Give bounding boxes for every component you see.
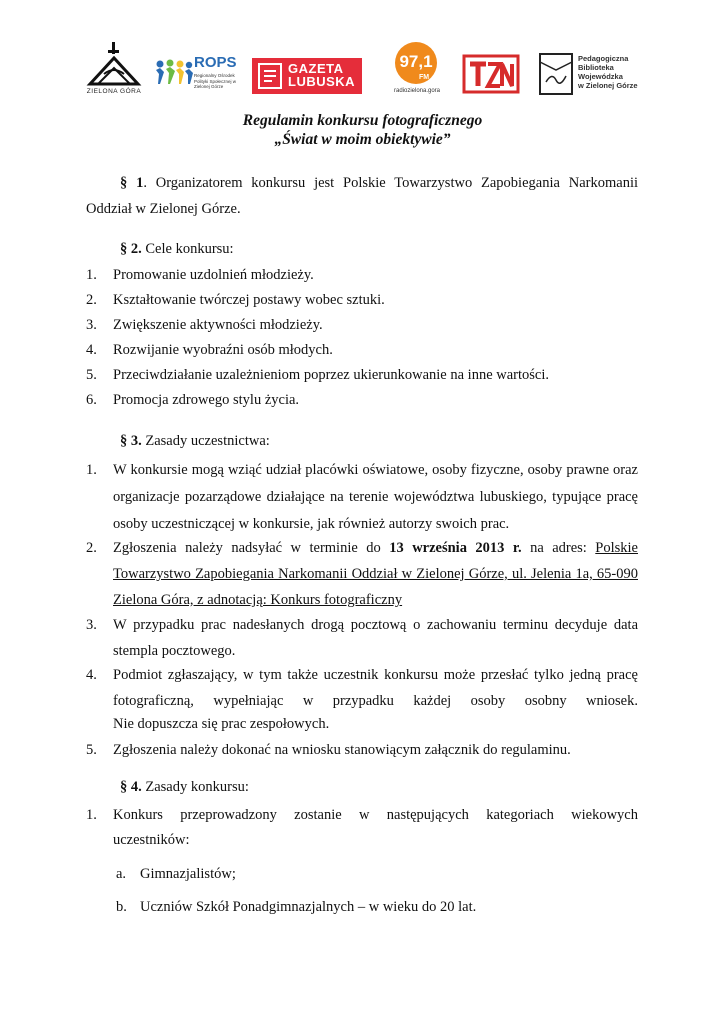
deadline-date: 13 września 2013 r. [389,540,522,556]
list-item-line: Nie dopuszcza się prac zespołowych. [113,716,330,732]
deadline-text: Zgłoszenia należy nadsyłać w terminie do [113,540,390,556]
sponsor-logos [84,38,644,100]
word: w [358,807,370,823]
rops-logo [154,54,246,98]
list-item-line [113,802,638,828]
radio-fm: FM [418,74,430,81]
address-text: Zielona Góra, z adnotacją: Konkurs fotograficzny [113,592,403,608]
sublist-item: Gimnazjalistów; [140,866,236,882]
list-item-line: uczestników: [113,832,190,848]
document-title: Regulamin konkursu fotograficznego [242,112,483,129]
list-item: Promocja zdrowego stylu życia. [113,392,300,408]
word: osoby [470,693,506,709]
list-item: Rozwijanie wyobraźni osób młodych. [113,342,333,358]
bpw-book-icon [538,52,574,96]
sublist-item: Uczniów Szkół Ponadgimnazjalnych – w wieku do 20 lat. [140,899,477,915]
gazeta-line2: LUBUSKA [288,74,356,89]
list-item: Promowanie uzdolnień młodzieży. [113,267,314,283]
gazeta-mark-icon [255,58,285,94]
section-4-title: Zasady konkursu: [141,779,249,795]
list-number: 4. [86,667,97,683]
word: w [302,693,314,709]
list-number: 6. [86,392,97,408]
list-number: 4. [86,342,97,358]
section-3-title: Zasady uczestnictwa: [141,433,270,449]
word: kategoriach [486,807,554,823]
word: Konkurs [113,807,163,823]
list-item-line [113,535,638,561]
word: zostanie [294,807,342,823]
section-1-line2: Oddział w Zielonej Górze. [86,201,241,217]
list-number: 1. [86,462,97,478]
address-label: na adres: [521,540,596,556]
rops-title: ROPS [194,54,237,71]
section-3-heading [120,432,270,451]
bpw-text-line: w Zielonej Górze [578,81,638,90]
word: wniosek. [586,693,638,709]
word: każdej [413,693,452,709]
list-number: 1. [86,267,97,283]
zielona-gora-caption: ZIELONA GÓRA [86,88,142,95]
word: następujących [386,807,469,823]
word: osobny [524,693,567,709]
section-4-heading [120,778,249,797]
bpw-text-line: Wojewódzka [578,72,623,81]
rops-figures-icon [154,58,194,88]
document-subtitle: „Świat w moim obiektywie” [274,131,451,148]
section-4-mark: § 4. [120,779,142,795]
list-item-line: Podmiot zgłaszający, w tym także uczestnik konkursu może przesłać tylko jedną pracę [113,667,638,683]
list-number: 2. [86,292,97,308]
radio-caption: radiozielona.gora [393,88,441,94]
list-item: Kształtowanie twórczej postawy wobec sztuki. [113,292,385,308]
list-item-line: W konkursie mogą wziąć udział placówki oświatowe, osoby fizyczne, osoby prawne oraz [113,462,638,478]
list-item-line: W przypadku prac nadesłanych drogą pocztową o zachowaniu terminu decyduje data [113,617,638,633]
ptzn-logo [462,54,520,94]
address-text: Polskie [595,540,638,556]
address-text: Towarzystwo Zapobiegania Narkomanii Oddział w Zielonej Górze, ul. Jelenia 1a, 65-090 [113,566,638,582]
radio-zielona-gora-logo [386,40,446,98]
ptzn-mark-icon [462,54,520,94]
list-item-line: Zgłoszenia należy dokonać na wniosku stanowiącym załącznik do regulaminu. [113,742,571,758]
list-number: 1. [86,807,97,823]
section-2-title: Cele konkursu: [141,241,234,257]
list-item-line: stempla pocztowego. [113,643,236,659]
sublist-letter: b. [116,899,127,915]
zielona-gora-emblem-icon [84,40,144,88]
word: przeprowadzony [180,807,277,823]
list-number: 5. [86,742,97,758]
radio-freq: 97,1 [399,52,433,71]
bpw-text-line: Pedagogiczna [578,54,629,63]
section-1-line1 [120,174,638,193]
bpw-logo [538,52,648,98]
word: fotograficzną, [113,693,194,709]
section-1-mark: § 1 [120,175,144,191]
list-item: Przeciwdziałanie uzależnieniom poprzez ukierunkowanie na inne wartości. [113,367,550,383]
rops-subtitle: Regionalny Ośrodek Polityki Społecznej w Zielonej Górze [194,73,237,89]
gazeta-lubuska-logo [252,58,362,94]
list-number: 3. [86,617,97,633]
gazeta-line1: GAZETA [288,61,344,76]
zielona-gora-logo [84,40,144,98]
word: wypełniając [213,693,284,709]
radio-badge-icon [386,40,446,88]
section-2-mark: § 2. [120,241,142,257]
list-number: 3. [86,317,97,333]
bpw-text-line: Biblioteka [578,63,614,72]
word: przypadku [332,693,394,709]
list-item-line: osoby uczestniczącej w konkursie, jak również autorzy swoich prac. [113,516,510,532]
list-item: Zwiększenie aktywności młodzieży. [113,317,323,333]
section-2-heading [120,240,234,259]
bpw-text [578,54,658,90]
list-item-line: organizacje pozarządowe działające na terenie województwa lubuskiego, typujące pracę [113,489,638,505]
list-number: 5. [86,367,97,383]
word: wiekowych [571,807,638,823]
section-1-text: . Organizatorem konkursu jest Polskie Towarzystwo Zapobiegania Narkomanii [143,175,638,191]
section-3-mark: § 3. [120,433,142,449]
sublist-letter: a. [116,866,127,882]
list-number: 2. [86,540,97,556]
